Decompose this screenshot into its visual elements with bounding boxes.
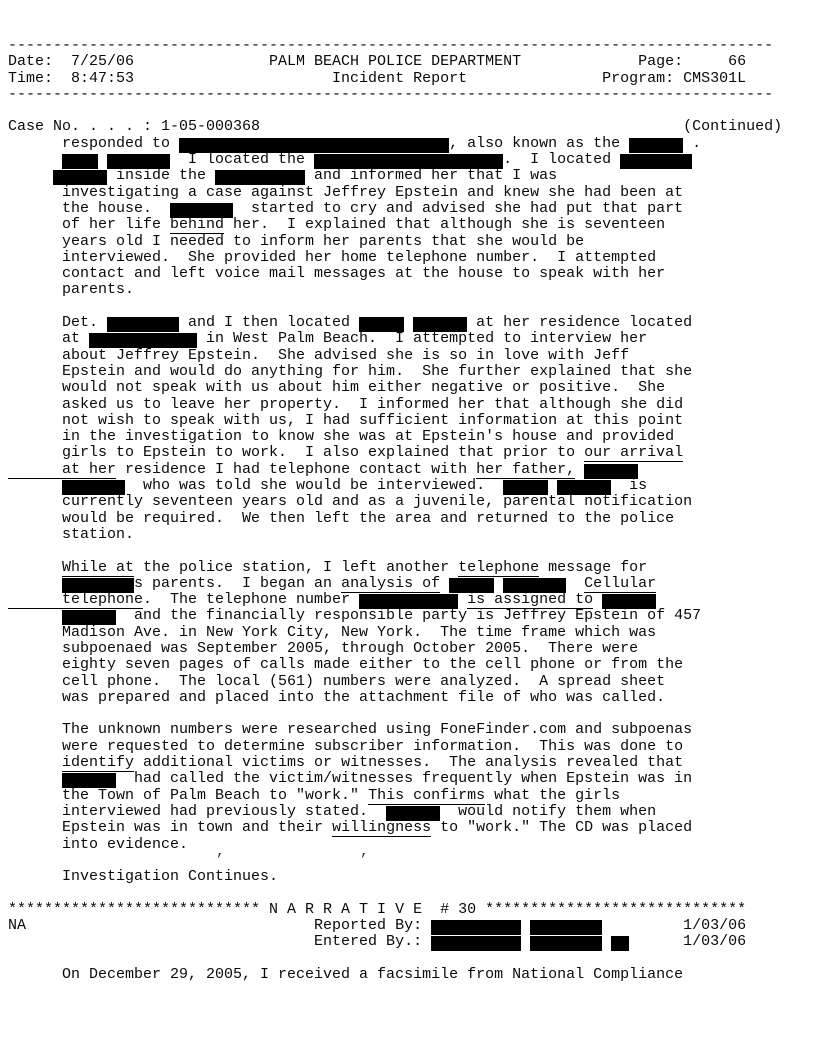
text-run: interviewed. She provided her home telephone number. I attempted: [8, 248, 657, 266]
text-run: [8, 575, 62, 592]
text-run: asked us to leave her property. I informed her that although she did: [8, 395, 684, 413]
text-run: her. I explained that although she is seventeen: [224, 216, 666, 234]
text-run: [494, 575, 503, 592]
text-run: contact and left voice mail messages at the house to speak with her: [8, 265, 666, 283]
body-line: [8, 282, 814, 298]
body-line: [8, 527, 814, 543]
text-run: 1/03/06: [629, 933, 747, 951]
body-line: [8, 576, 814, 592]
body-line: [8, 771, 814, 787]
text-run: the house.: [8, 199, 171, 217]
case-no-line: [8, 119, 814, 135]
divider-bottom: [8, 87, 814, 103]
body-line: [8, 462, 814, 478]
text-run: investigating a case against Jeffrey Epstein and knew she had been at: [8, 183, 684, 201]
text-run: .: [683, 134, 702, 152]
redaction-bar: [431, 920, 521, 935]
header-row-2: [8, 71, 814, 87]
blank: [8, 299, 814, 315]
text-run: [8, 559, 62, 576]
text-run: Time: 8:47:53 Incident Report Program: CMS301L: [8, 69, 747, 87]
text-run: -------------------------------------------------------------------------------------: [8, 37, 774, 54]
text-run: not wish to speak with us, I had sufficient information at this point: [8, 411, 684, 429]
body-line: [8, 592, 814, 608]
body-line: [8, 429, 814, 445]
blank: [8, 543, 814, 559]
body-line: [8, 397, 814, 413]
body-line: [8, 511, 814, 527]
blank: [8, 706, 814, 722]
body-line: [8, 364, 814, 380]
redaction-bar: [620, 154, 692, 169]
text-run: , also known as the: [449, 134, 630, 152]
text-run: [8, 754, 62, 771]
text-run: the police station, I left another: [134, 558, 459, 576]
body-line: [8, 755, 814, 771]
text-run: [98, 151, 107, 168]
body-line: [8, 820, 814, 836]
body-line: [8, 674, 814, 690]
text-run: The unknown numbers were researched using FoneFinder.com and subpoenas: [8, 721, 693, 739]
body-line: [8, 331, 814, 347]
text-run: would not speak with us about him either negative or positive. She: [8, 379, 666, 397]
text-run: additional victims or witnesses. The analysis revealed that: [134, 754, 684, 772]
text-run: girls to Epstein to work. I also explained that prior to: [8, 444, 585, 462]
body-line: [8, 967, 814, 983]
body-line: [8, 266, 814, 282]
underlined-text-run: our arrival: [584, 444, 684, 462]
text-run: -------------------------------------------------------------------------------------: [8, 85, 774, 103]
text-run: Entered By.:: [8, 933, 432, 951]
text-run: [575, 461, 584, 478]
text-run: started to cry and advised she had put that part: [233, 199, 684, 217]
text-run: who was told she would be interviewed.: [125, 477, 504, 495]
text-run: [602, 933, 611, 950]
text-run: interviewed had previously stated.: [8, 802, 387, 820]
text-run: at her residence located: [467, 314, 693, 332]
body-line: [8, 136, 814, 152]
text-run: Case No. . . . : 1-05-000368 (Continued): [8, 118, 783, 136]
body-line: [8, 804, 814, 820]
text-run: Det.: [8, 314, 108, 332]
text-run: responded to: [8, 134, 180, 152]
body-line: [8, 494, 814, 510]
text-run: [521, 917, 530, 934]
text-run: at: [8, 330, 90, 348]
body-line: [8, 478, 814, 494]
body-line: [8, 380, 814, 396]
text-run: s parents. I began an: [134, 574, 342, 592]
text-run: had called the victim/witnesses frequently when Epstein was in: [116, 770, 693, 788]
text-run: [8, 770, 62, 787]
body-line: [8, 837, 814, 853]
body-line: [8, 869, 814, 885]
redaction-bar: [62, 154, 98, 169]
blank: [8, 885, 814, 901]
body-line: [8, 348, 814, 364]
underlined-text-run: willingness: [332, 819, 432, 837]
text-run: would be required. We then left the area and returned to the police: [8, 509, 675, 527]
text-run: subpoenaed was September 2005, through October 2005. There were: [8, 639, 639, 657]
text-run: cell phone. The local (561) numbers were analyzed. A spread sheet: [8, 672, 666, 690]
body-line: [8, 217, 814, 233]
body-line: [8, 608, 814, 624]
body-line: [8, 315, 814, 331]
text-run: Epstein and would do anything for him. She further explained that she: [8, 362, 693, 380]
text-run: and informed her that I was: [305, 167, 558, 185]
text-run: currently seventeen years old and as a juvenile, parental notification: [8, 493, 693, 511]
text-run: [548, 477, 557, 494]
text-run: what the girls: [485, 786, 621, 804]
underlined-text-run: at her: [8, 460, 117, 478]
body-line: [8, 413, 814, 429]
body-line: [8, 560, 814, 576]
text-run: in West Palm Beach. I attempted to interview her: [197, 330, 648, 348]
text-run: of her life: [8, 216, 171, 234]
document-lines: [8, 38, 814, 983]
body-line: [8, 250, 814, 266]
underlined-text-run: telephone: [8, 591, 144, 609]
text-run: Date: 7/25/06 PALM BEACH POLICE DEPARTMENT Page: 66: [8, 53, 747, 71]
header-row-1: [8, 54, 814, 70]
text-run: station.: [8, 525, 135, 543]
underlined-text-run: Cellular: [584, 574, 657, 592]
text-run: On December 29, 2005, I received a facsimile from National Compliance: [8, 965, 684, 983]
underlined-text-run: telephone: [458, 558, 540, 576]
body-line: [8, 201, 814, 217]
redaction-bar: [629, 138, 683, 153]
text-run: [8, 167, 53, 184]
text-run: [440, 575, 449, 592]
text-run: about Jeffrey Epstein. She advised she is so in love with Jeff: [8, 346, 630, 364]
text-run: . I located: [503, 151, 621, 169]
text-run: to "work." The CD was placed: [431, 819, 693, 837]
text-run: Madison Ave. in New York City, New York. The time frame which was: [8, 623, 657, 641]
text-run: [8, 607, 62, 624]
body-line: [8, 657, 814, 673]
redaction-bar: [530, 920, 602, 935]
underlined-text-run: While at: [62, 558, 135, 576]
text-run: message for: [539, 558, 648, 576]
text-run: was prepared and placed into the attachment file of who was called.: [8, 688, 666, 706]
underlined-text-run: analysis of: [341, 574, 441, 592]
text-run: and I then located: [179, 314, 360, 332]
body-line: [8, 168, 814, 184]
redaction-bar: [530, 936, 602, 951]
text-run: parents.: [8, 281, 135, 299]
text-run: [458, 591, 467, 608]
body-line: [8, 690, 814, 706]
underlined-text-run: identify: [62, 754, 135, 772]
narrative-banner-line: [8, 902, 814, 918]
redaction-bar: [107, 317, 179, 332]
text-run: Investigation Continues.: [8, 868, 279, 886]
text-run: were requested to determine subscriber information. This was done to: [8, 737, 684, 755]
text-run: [404, 314, 413, 331]
reported-by-line: [8, 918, 814, 934]
text-run: 1/03/06: [602, 917, 747, 935]
underlined-text-run: behind: [170, 216, 225, 234]
text-run: [593, 591, 602, 608]
text-run: I located the: [170, 151, 315, 169]
text-run: would notify them when: [440, 802, 657, 820]
text-run: the Town of Palm Beach to "work.": [8, 786, 369, 804]
text-run: inside the: [107, 167, 216, 185]
underlined-text-run: This confirms: [368, 786, 486, 804]
text-run: Epstein was in town and their: [8, 819, 333, 837]
text-run: . The telephone number: [143, 591, 360, 609]
text-run: years old I needed to inform her parents that she would be: [8, 232, 585, 250]
text-run: [8, 477, 62, 494]
text-run: [521, 933, 530, 950]
underlined-text-run: is assigned to: [467, 591, 594, 609]
text-run: ’ ’: [8, 851, 369, 869]
text-run: [566, 575, 584, 592]
body-line: [8, 739, 814, 755]
text-run: and the financially responsible party is Jeffrey Epstein of 457: [116, 607, 702, 625]
body-line: [8, 234, 814, 250]
text-run: NA Reported By:: [8, 917, 432, 935]
text-run: into evidence.: [8, 835, 189, 853]
blank: [8, 951, 814, 967]
text-run: is: [611, 477, 648, 495]
body-line: [8, 152, 814, 168]
speck-line: [8, 853, 814, 869]
redaction-bar: [611, 936, 629, 951]
body-line: [8, 445, 814, 461]
entered-by-line: [8, 934, 814, 950]
redaction-bar: [431, 936, 521, 951]
body-line: [8, 722, 814, 738]
blank: [8, 103, 814, 119]
text-run: **************************** N A R R A T I V E # 30 *****************************: [8, 900, 747, 918]
body-line: [8, 185, 814, 201]
body-line: [8, 788, 814, 804]
text-run: in the investigation to know she was at Epstein's house and provided: [8, 428, 675, 446]
body-line: [8, 625, 814, 641]
text-run: [8, 151, 62, 168]
body-line: [8, 641, 814, 657]
text-run: residence I had telephone contact with: [116, 460, 477, 478]
text-run: eighty seven pages of calls made either to the cell phone or from the: [8, 656, 684, 674]
divider-top: [8, 38, 814, 54]
underlined-text-run: her father,: [476, 460, 576, 478]
